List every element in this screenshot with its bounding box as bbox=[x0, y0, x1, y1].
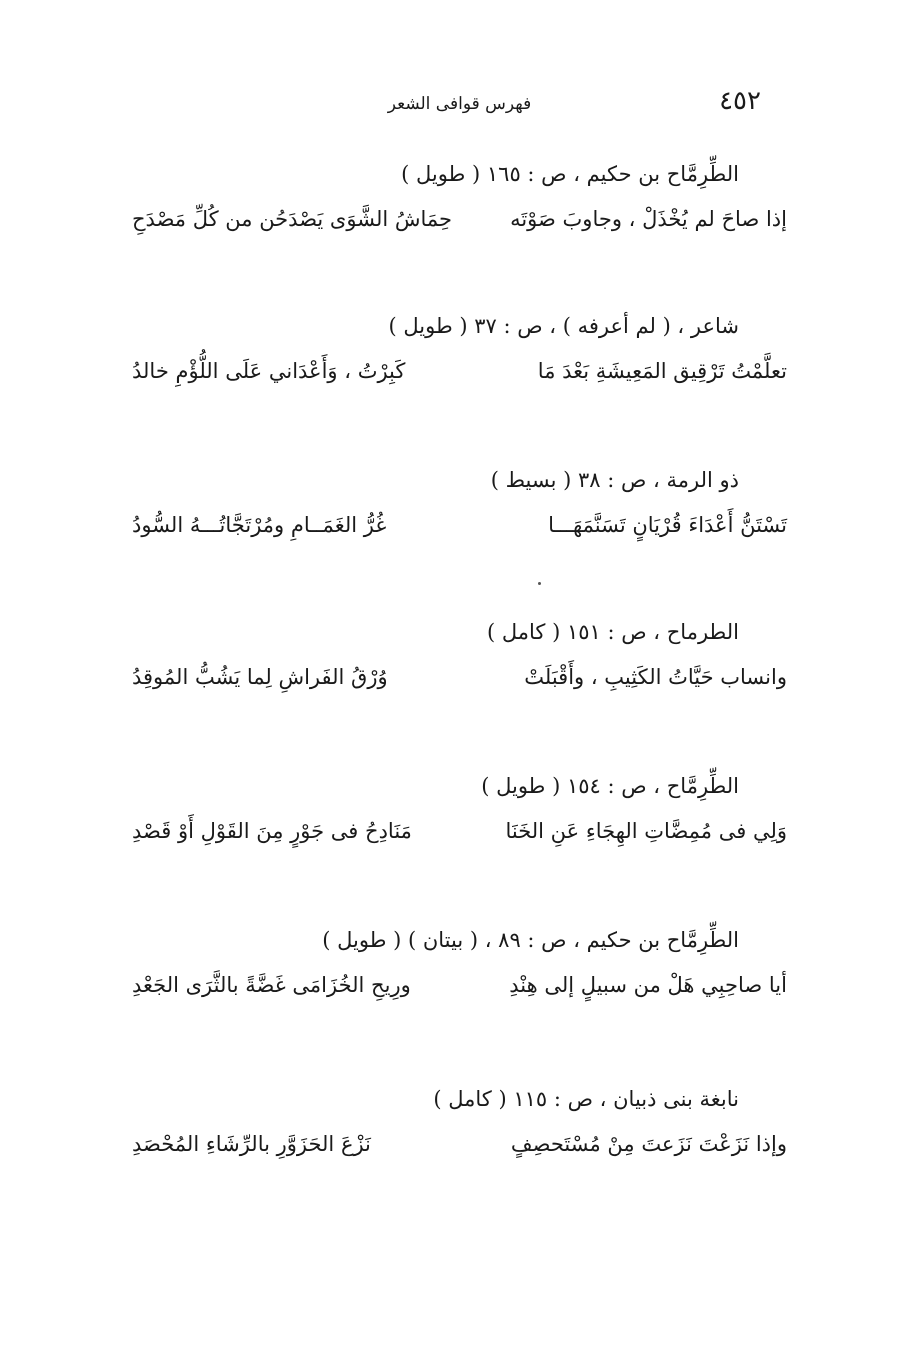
second-hemistich: وُرْقُ الفَراشِ لِما يَشُبُّ المُوقِدُ bbox=[132, 665, 388, 689]
verse-line bbox=[132, 354, 787, 388]
entry-source: الطِّرِمَّاح بن حكيم ، ص : ١٦٥ ( طويل ) bbox=[401, 162, 739, 186]
first-hemistich: أيا صاحِبِي هَلْ من سبيلٍ إلى هِنْدِ bbox=[509, 973, 787, 997]
verse-line bbox=[132, 660, 787, 694]
index-entry bbox=[132, 310, 787, 388]
second-hemistich: ورِيحِ الخُزَامَى غَضَّةً بالثَّرَى الجَعْدِ bbox=[132, 973, 411, 997]
entry-source: شاعر ، ( لم أعرفه ) ، ص : ٣٧ ( طويل ) bbox=[388, 314, 739, 338]
entry-source: الطرماح ، ص : ١٥١ ( كامل ) bbox=[486, 620, 739, 644]
second-hemistich: غُرُّ الغَمَــامِ ومُرْتَجَّاتُـــهُ السُّودُ bbox=[132, 513, 387, 537]
running-title: فهرس قوافى الشعر bbox=[387, 94, 532, 114]
second-hemistich: نَزْعَ الحَزَوَّرِ بالرِّشَاءِ المُحْصَدِ bbox=[132, 1132, 371, 1156]
index-entry bbox=[132, 616, 787, 694]
entry-source: الطِّرِمَّاح ، ص : ١٥٤ ( طويل ) bbox=[481, 774, 739, 798]
print-mark bbox=[538, 582, 541, 585]
second-hemistich: كَبِرْتُ ، وَأَعْدَاني عَلَى اللُّؤْمِ خالدُ bbox=[132, 359, 406, 383]
index-entry bbox=[132, 1083, 787, 1161]
second-hemistich: مَنَادِحُ فى جَوْرٍ مِنَ القَوْلِ أَوْ قَصْدِ bbox=[132, 819, 412, 843]
index-entry bbox=[132, 924, 787, 1002]
page-number: ٤٥٢ bbox=[719, 86, 761, 116]
first-hemistich: وإذا نَزَعْتَ نَزَعتَ مِنْ مُسْتَحصِفٍ bbox=[510, 1132, 787, 1156]
index-entry bbox=[132, 770, 787, 848]
first-hemistich: تَسْتَنُّ أَعْدَاءَ قُرْيَانٍ تَسَنَّمَهَـــا bbox=[548, 513, 787, 537]
index-entry bbox=[132, 464, 787, 542]
verse-line bbox=[132, 508, 787, 542]
verse-line bbox=[132, 814, 787, 848]
first-hemistich: تعلَّمْتُ تَرْقِيق المَعِيشَةِ بَعْدَ مَا bbox=[537, 359, 787, 383]
first-hemistich: وانساب حَيَّاتُ الكَثِيبِ ، وأَقْبَلَتْ bbox=[524, 665, 787, 689]
entry-source: نابغة بنى ذبيان ، ص : ١١٥ ( كامل ) bbox=[433, 1087, 739, 1111]
verse-line bbox=[132, 968, 787, 1002]
first-hemistich: وَلِي فى مُمِضَّاتِ الهِجَاءِ عَنِ الخَنَا bbox=[505, 819, 787, 843]
verse-line bbox=[132, 1127, 787, 1161]
first-hemistich: إذا صاحَ لم يُخْذَلْ ، وجاوبَ صَوْتَه bbox=[510, 207, 787, 231]
index-entry bbox=[132, 158, 787, 236]
entry-source: الطِّرِمَّاح بن حكيم ، ص : ٨٩ ، ( بيتان ) ( طويل ) bbox=[322, 928, 739, 952]
verse-line bbox=[132, 202, 787, 236]
entry-source: ذو الرمة ، ص : ٣٨ ( بسيط ) bbox=[490, 468, 739, 492]
second-hemistich: حِمَاشُ الشَّوَى يَصْدَحُن من كُلِّ مَصْدَحِ bbox=[132, 207, 453, 231]
page-header bbox=[0, 86, 919, 126]
